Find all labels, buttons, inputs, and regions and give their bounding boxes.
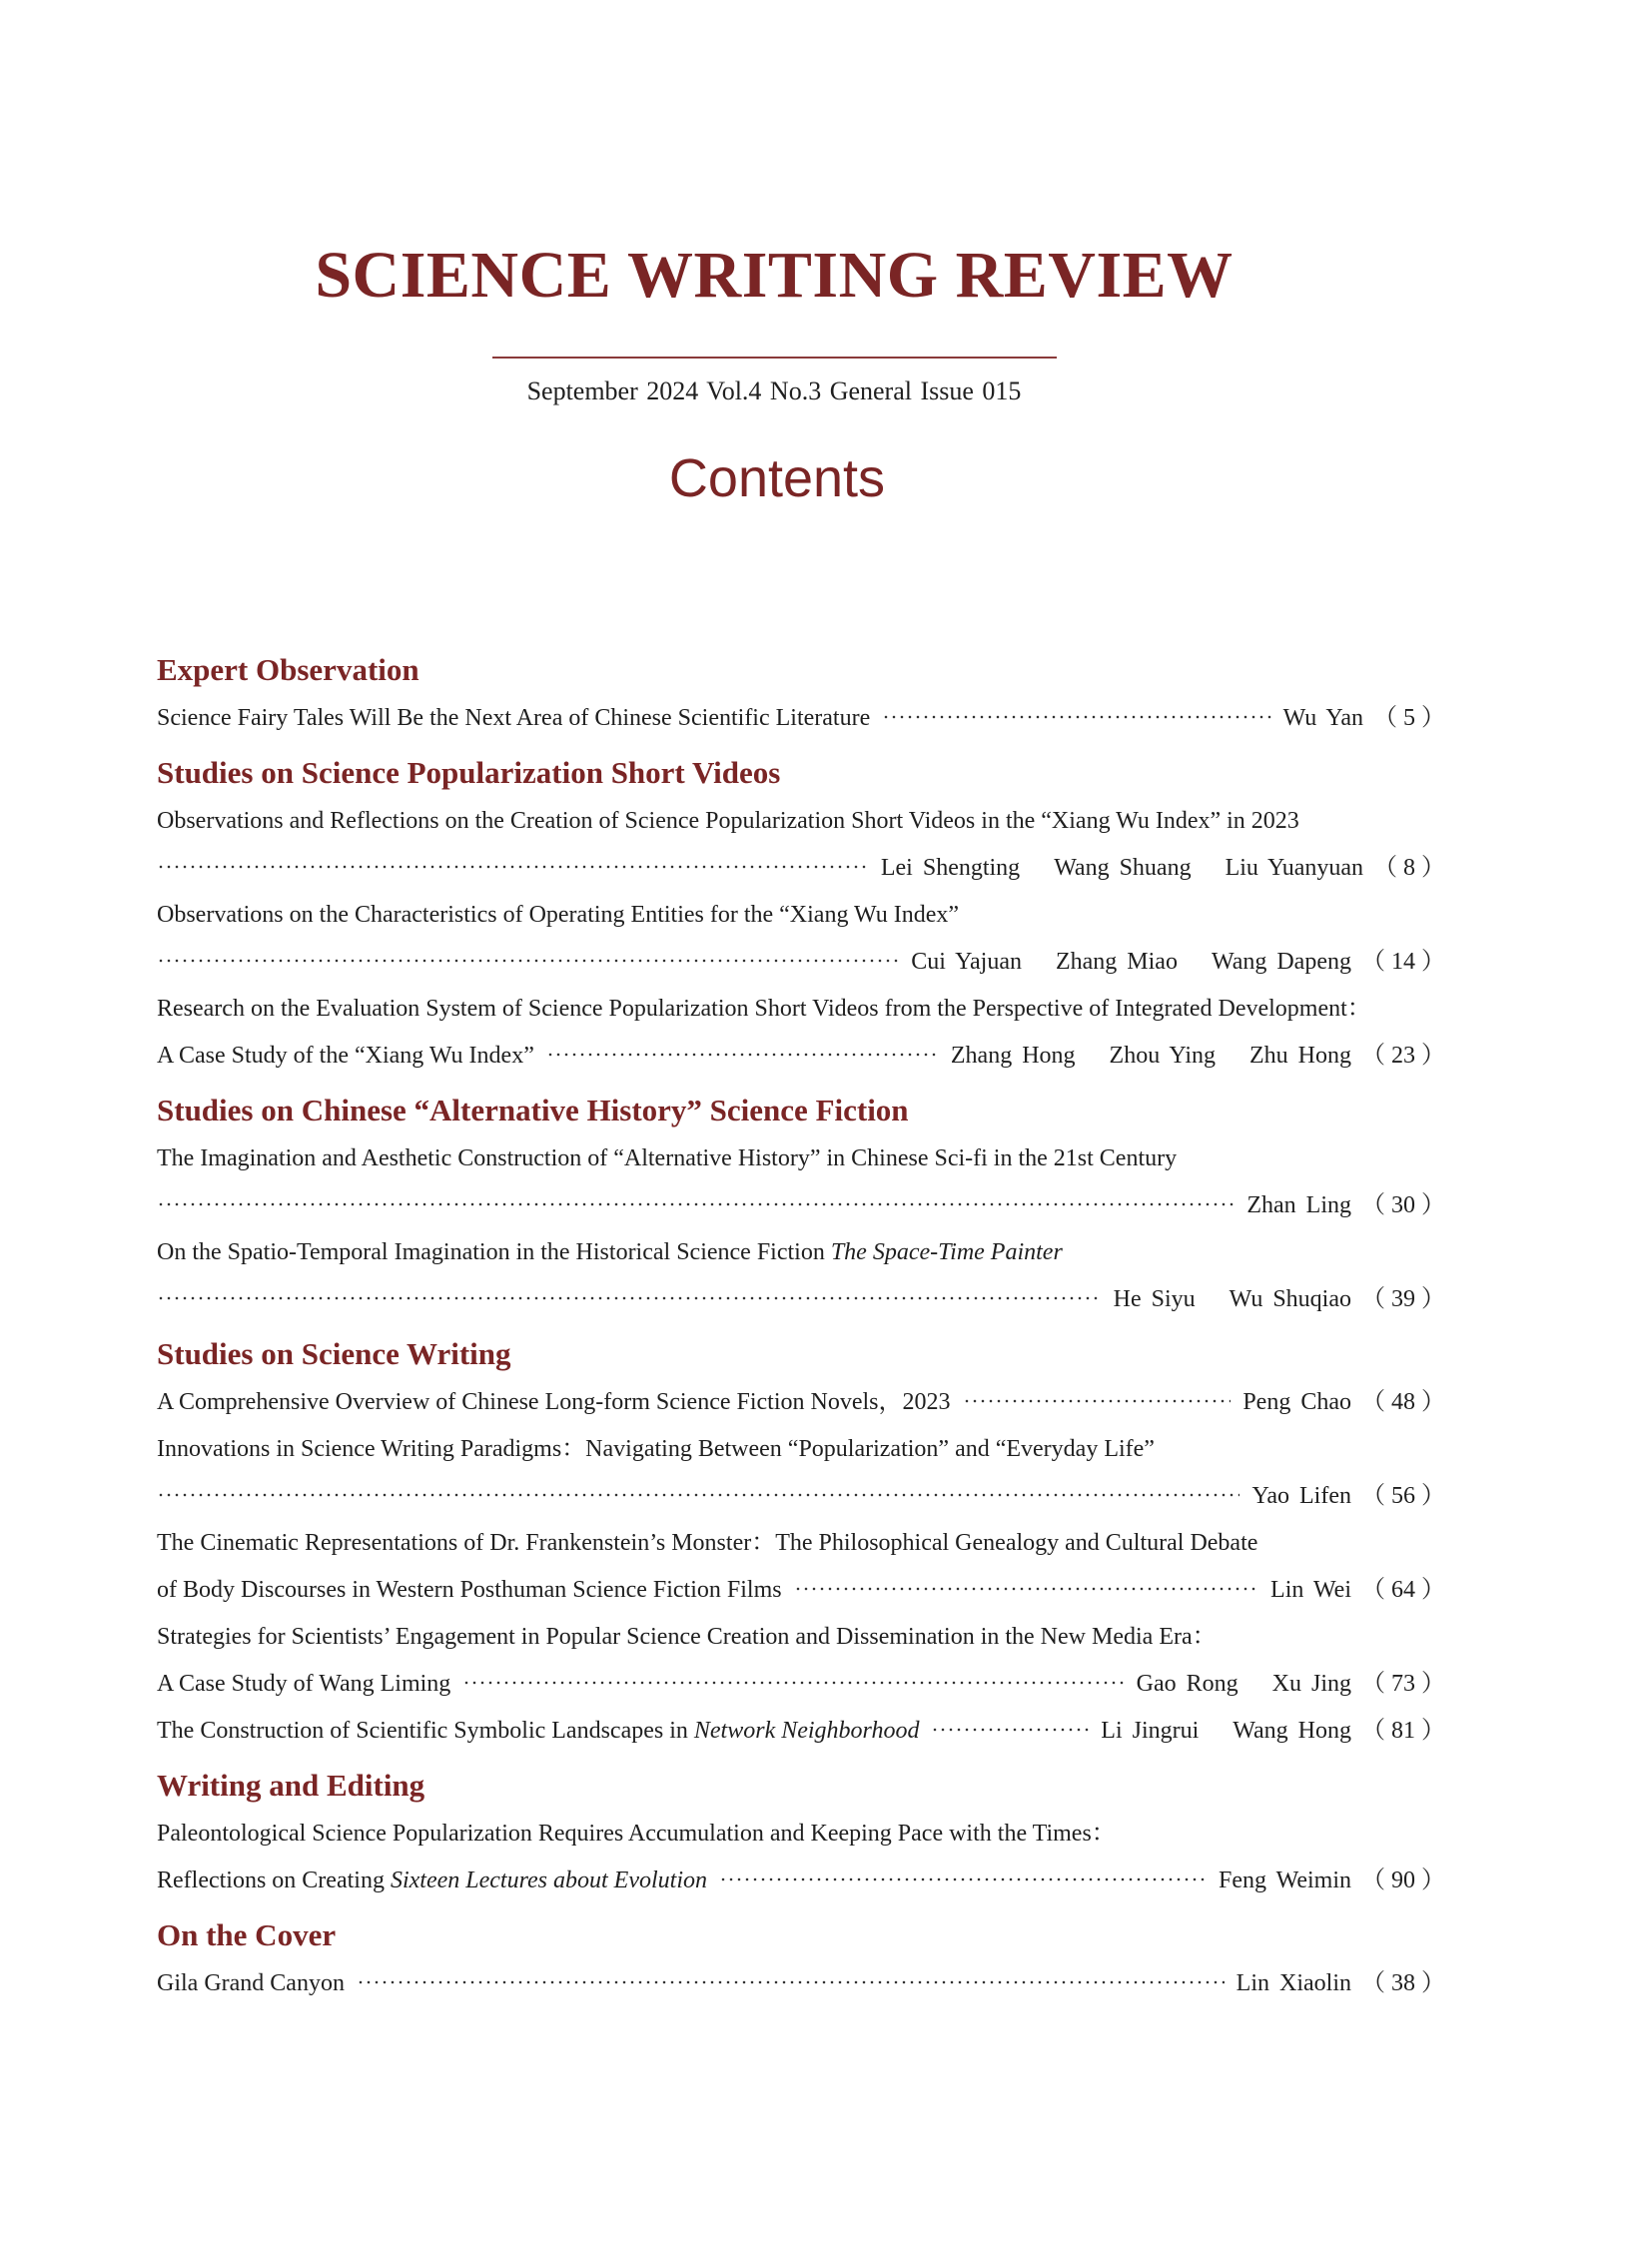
author: Yao Lifen [1251, 1483, 1351, 1509]
section-title: Studies on Chinese “Alternative History” Science Fiction [157, 1093, 909, 1127]
dot-leader [546, 1053, 939, 1057]
entry-title: Observations on the Characteristics of Operating Entities for the “Xiang Wu Index” [157, 902, 960, 928]
entry-authors [1242, 1379, 1351, 1426]
toc-entry-author-line[interactable] [157, 1473, 1445, 1520]
issue-info: September 2024 Vol.4 No.3 General Issue 015 [526, 376, 1022, 405]
toc-section [157, 1910, 1445, 2007]
toc-entry[interactable] [157, 1379, 1445, 1426]
entry-title: A Comprehensive Overview of Chinese Long-form Science Fiction Novels，2023 [157, 1389, 951, 1415]
entry-authors [951, 1033, 1351, 1080]
page-number: （ 81 ） [1361, 1718, 1445, 1744]
author: Cui Yajuan [911, 949, 1022, 975]
toc-entry-title-line[interactable] [157, 1614, 1445, 1661]
entry-authors [1251, 1473, 1351, 1520]
work-title: Sixteen Lectures about Evolution [390, 1868, 707, 1893]
toc-entry[interactable] [157, 1661, 1445, 1708]
toc-entry[interactable] [157, 1033, 1445, 1080]
author: Gao Rong [1136, 1671, 1239, 1697]
entry-title: Strategies for Scientists’ Engagement in Popular Science Creation and Dissemination in the New Media Era： [157, 1624, 1217, 1650]
section-title: Studies on Science Writing [157, 1336, 511, 1371]
toc-section [157, 1329, 1445, 1755]
entry-authors [1137, 1661, 1351, 1708]
page-number: （ 39 ） [1361, 1286, 1445, 1312]
entry-title-text: On the Spatio-Temporal Imagination in the Historical Science Fiction [157, 1239, 831, 1265]
dot-leader [963, 1399, 1232, 1403]
toc-section [157, 748, 1445, 1080]
toc-entry[interactable] [157, 695, 1445, 742]
dot-leader [931, 1728, 1089, 1732]
author: He Siyu [1113, 1286, 1196, 1312]
toc-entry-author-line[interactable] [157, 1276, 1445, 1323]
entry-title: Innovations in Science Writing Paradigms：Navigating Between “Popularization” and “Everyday Life” [157, 1436, 1155, 1462]
dot-leader [794, 1587, 1258, 1591]
toc-section [157, 645, 1445, 742]
author: Peng Chao [1242, 1389, 1351, 1415]
entry-title-text: The Construction of Scientific Symbolic Landscapes in [157, 1718, 694, 1744]
entry-authors [1219, 1858, 1351, 1904]
entry-authors [1270, 1567, 1351, 1614]
entry-authors [1283, 695, 1363, 742]
entry-title: Paleontological Science Popularization Requires Accumulation and Keeping Pace with the Times： [157, 1821, 1116, 1847]
author: Wang Shuang [1054, 855, 1192, 881]
entry-authors [1114, 1276, 1351, 1323]
toc-entry-title-line[interactable] [157, 1426, 1445, 1473]
toc-entry-author-line[interactable] [157, 939, 1445, 986]
entry-authors [1101, 1708, 1351, 1755]
page-number: （ 64 ） [1361, 1577, 1445, 1603]
section-title: On the Cover [157, 1917, 337, 1952]
entry-title-continued: A Case Study of Wang Liming [157, 1671, 451, 1697]
table-of-contents [157, 639, 1445, 2007]
entry-title: Research on the Evaluation System of Science Popularization Short Videos from the Perspective of Integrated Development： [157, 996, 1371, 1022]
toc-entry-title-line[interactable] [157, 892, 1445, 939]
page-number: （ 14 ） [1361, 949, 1445, 975]
section-title: Writing and Editing [157, 1768, 425, 1803]
entry-title: Science Fairy Tales Will Be the Next Area of Chinese Scientific Literature [157, 705, 871, 731]
toc-entry-author-line[interactable] [157, 1182, 1445, 1229]
author: Feng Weimin [1219, 1868, 1351, 1893]
page-number: （ 90 ） [1361, 1868, 1445, 1893]
work-title: Network Neighborhood [693, 1718, 920, 1744]
toc-entry[interactable] [157, 1708, 1445, 1755]
entry-title: Observations and Reflections on the Creation of Science Popularization Short Videos in the “Xiang Wu Index” in 2023 [157, 808, 1299, 834]
author: Zhang Hong [950, 1043, 1076, 1069]
author: Zhou Ying [1109, 1043, 1216, 1069]
toc-section [157, 1761, 1445, 1904]
author: Liu Yuanyuan [1225, 855, 1363, 881]
entry-authors [1237, 1960, 1351, 2007]
author: Xu Jing [1271, 1671, 1351, 1697]
entry-title-continued: of Body Discourses in Western Posthuman Science Fiction Films [157, 1577, 782, 1603]
entry-title-text: Reflections on Creating [157, 1868, 391, 1893]
author: Zhan Ling [1246, 1192, 1351, 1218]
toc-entry-title-line[interactable] [157, 1135, 1445, 1182]
entry-title-continued: A Case Study of the “Xiang Wu Index” [157, 1043, 534, 1069]
toc-entry-title-line[interactable] [157, 986, 1445, 1033]
dot-leader [157, 865, 869, 869]
entry-authors [881, 845, 1363, 892]
entry-title: The Imagination and Aesthetic Construction of “Alternative History” in Chinese Sci-fi in the 21st Century [157, 1145, 1178, 1171]
author: Zhu Hong [1249, 1043, 1351, 1069]
dot-leader [157, 1296, 1102, 1300]
page-number: （ 56 ） [1361, 1483, 1445, 1509]
section-title: Studies on Science Popularization Short Videos [157, 755, 781, 790]
page-number: （ 5 ） [1373, 705, 1445, 731]
author: Wang Hong [1233, 1718, 1351, 1744]
dot-leader [882, 715, 1270, 719]
author: Lin Xiaolin [1236, 1970, 1351, 1996]
author: Lin Wei [1270, 1577, 1351, 1603]
page-number: （ 73 ） [1361, 1671, 1445, 1697]
page-number: （ 23 ） [1361, 1043, 1445, 1069]
author: Wang Dapeng [1211, 949, 1351, 975]
toc-entry[interactable] [157, 1960, 1445, 2007]
dot-leader [157, 1493, 1239, 1497]
dot-leader [157, 1202, 1235, 1206]
journal-title: SCIENCE WRITING REVIEW [315, 239, 1234, 312]
toc-section [157, 1086, 1445, 1323]
toc-entry[interactable] [157, 1567, 1445, 1614]
entry-authors [1246, 1182, 1351, 1229]
author: Wu Yan [1282, 705, 1363, 731]
page-number: （ 38 ） [1361, 1970, 1445, 1996]
contents-heading: Contents [668, 448, 886, 508]
entry-title [157, 1229, 1063, 1276]
entry-title-continued [157, 1858, 707, 1904]
toc-entry[interactable] [157, 1858, 1445, 1904]
entry-title: The Cinematic Representations of Dr. Frankenstein’s Monster：The Philosophical Genealogy and Cultural Debate [157, 1530, 1258, 1556]
toc-entry-author-line[interactable] [157, 845, 1445, 892]
dot-leader [719, 1877, 1207, 1881]
author: Li Jingrui [1101, 1718, 1200, 1744]
entry-authors [911, 939, 1351, 986]
toc-entry-title-line[interactable] [157, 1811, 1445, 1858]
page-number: （ 48 ） [1361, 1389, 1445, 1415]
title-divider [492, 357, 1057, 359]
toc-entry-title-line[interactable] [157, 1229, 1445, 1276]
page-number: （ 8 ） [1373, 855, 1445, 881]
dot-leader [462, 1681, 1124, 1685]
dot-leader [157, 959, 899, 963]
section-title: Expert Observation [157, 652, 419, 687]
work-title: The Space-Time Painter [830, 1239, 1063, 1265]
toc-entry-title-line[interactable] [157, 798, 1445, 845]
entry-title: Gila Grand Canyon [157, 1970, 345, 1996]
author: Lei Shengting [880, 855, 1021, 881]
author: Wu Shuqiao [1229, 1286, 1351, 1312]
dot-leader [357, 1980, 1225, 1984]
entry-title [157, 1708, 919, 1755]
toc-entry-title-line[interactable] [157, 1520, 1445, 1567]
page-number: （ 30 ） [1361, 1192, 1445, 1218]
author: Zhang Miao [1055, 949, 1178, 975]
